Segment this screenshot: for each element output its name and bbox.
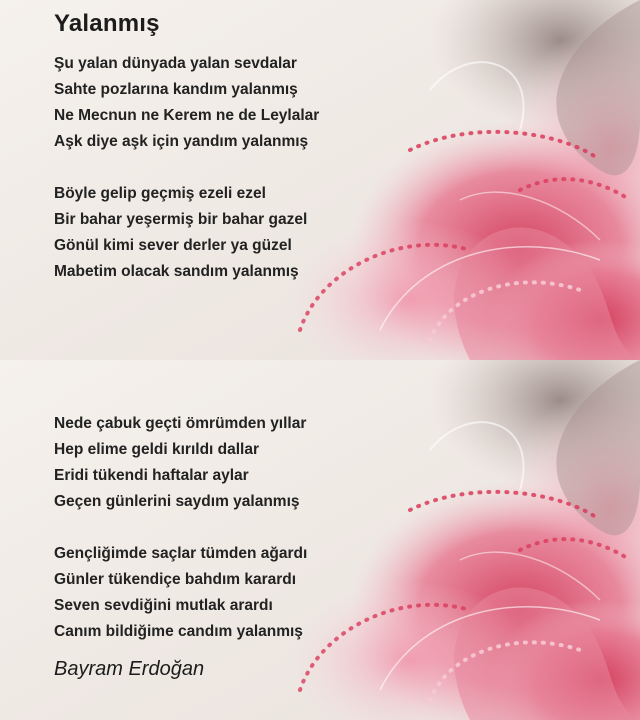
poem-title: Yalanmış [54, 10, 160, 37]
stanza-3 [54, 411, 306, 515]
poem-line: Eridi tükendi haftalar aylar [54, 467, 249, 484]
stanza-2 [54, 181, 307, 285]
poem-line: Hep elime geldi kırıldı dallar [54, 441, 260, 458]
stanza-1 [54, 51, 319, 155]
poem-panel-bottom [0, 360, 640, 720]
poem-line: Aşk diye aşk için yandım yalanmış [54, 133, 309, 150]
poem-line: Böyle gelip geçmiş ezeli ezel [54, 185, 266, 202]
poem-line: Gönül kimi sever derler ya güzel [54, 237, 292, 254]
poem-line: Nede çabuk geçti ömrümden yıllar [54, 415, 307, 432]
poem-line: Geçen günlerini saydım yalanmış [54, 493, 300, 510]
poem-line: Seven sevdiğini mutlak arardı [54, 597, 273, 614]
poem-line: Mabetim olacak sandım yalanmış [54, 263, 299, 280]
poem-line: Ne Mecnun ne Kerem ne de Leylalar [54, 107, 320, 124]
poem-line: Sahte pozlarına kandım yalanmış [54, 81, 298, 98]
poem-line: Gençliğimde saçlar tümden ağardı [54, 545, 308, 562]
poem-line: Şu yalan dünyada yalan sevdalar [54, 55, 297, 72]
poem-line: Canım bildiğime candım yalanmış [54, 623, 303, 640]
poem-line: Günler tükendiçe bahdım karardı [54, 571, 297, 588]
poem-line: Bir bahar yeşermiş bir bahar gazel [54, 211, 308, 228]
stanza-4 [54, 541, 307, 645]
poem-author: Bayram Erdoğan [54, 658, 205, 680]
